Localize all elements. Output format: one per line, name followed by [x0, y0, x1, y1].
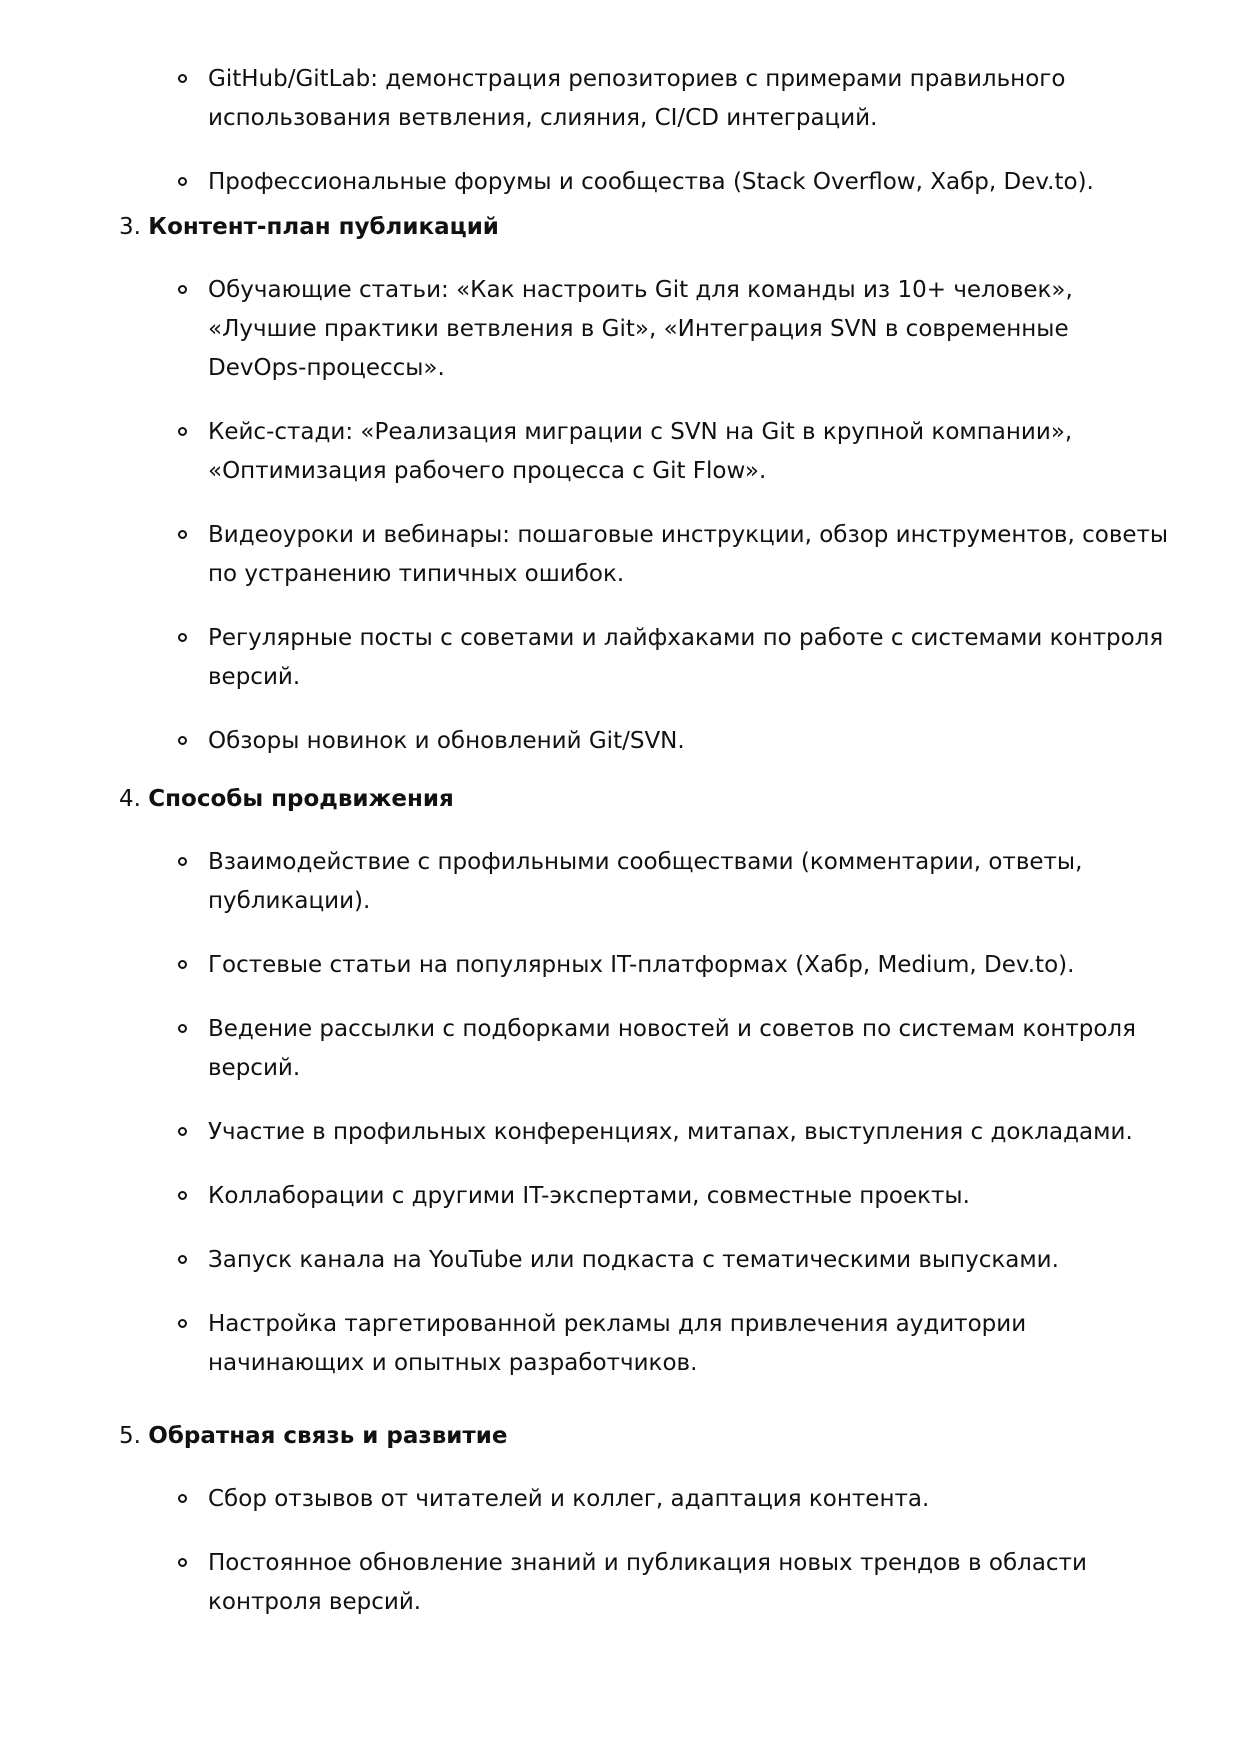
list-item: Регулярные посты с советами и лайфхаками по работе с системами контроля версий.: [0, 619, 1173, 697]
hollow-circle-bullet-icon: [178, 285, 187, 294]
hollow-circle-bullet-icon: [178, 1191, 187, 1200]
hollow-circle-bullet-icon: [178, 736, 187, 745]
list-item: Постоянное обновление знаний и публикация новых трендов в области контроля версий.: [0, 1544, 1173, 1622]
bullet-list-promotion: [0, 843, 1239, 1408]
list-item: Обзоры новинок и обновлений Git/SVN.: [0, 722, 1173, 761]
list-item: Кейс-стади: «Реализация миграции с SVN на Git в крупной компании», «Оптимизация рабочего процесса с Git Flow».: [0, 413, 1173, 491]
section-heading-content-plan: 3. Контент-план публикаций: [119, 214, 499, 240]
hollow-circle-bullet-icon: [178, 960, 187, 969]
list-item: Взаимодействие с профильными сообществами (комментарии, ответы, публикации).: [0, 843, 1173, 921]
hollow-circle-bullet-icon: [178, 857, 187, 866]
bullet-list-feedback: [0, 1480, 1239, 1647]
hollow-circle-bullet-icon: [178, 1319, 187, 1328]
list-item: Ведение рассылки с подборками новостей и советов по системам контроля версий.: [0, 1010, 1173, 1088]
list-item: Запуск канала на YouTube или подкаста с тематическими выпусками.: [0, 1241, 1173, 1280]
section-heading-promotion: 4. Способы продвижения: [119, 786, 454, 812]
list-item: GitHub/GitLab: демонстрация репозиториев с примерами правильного использования ветвления, слияния, CI/CD интеграций.: [0, 60, 1173, 138]
hollow-circle-bullet-icon: [178, 74, 187, 83]
list-item: Видеоуроки и вебинары: пошаговые инструкции, обзор инструментов, советы по устранению типичных ошибок.: [0, 516, 1173, 594]
list-item: Участие в профильных конференциях, митапах, выступления с докладами.: [0, 1113, 1173, 1152]
hollow-circle-bullet-icon: [178, 1558, 187, 1567]
bullet-list-sources: [0, 60, 1239, 227]
list-item: Профессиональные форумы и сообщества (Stack Overflow, Хабр, Dev.to).: [0, 163, 1173, 202]
hollow-circle-bullet-icon: [178, 1255, 187, 1264]
list-item: Сбор отзывов от читателей и коллег, адаптация контента.: [0, 1480, 1173, 1519]
list-item: Гостевые статьи на популярных IT-платформах (Хабр, Medium, Dev.to).: [0, 946, 1173, 985]
list-item: Настройка таргетированной рекламы для привлечения аудитории начинающих и опытных разработчиков.: [0, 1305, 1173, 1383]
hollow-circle-bullet-icon: [178, 633, 187, 642]
bullet-list-content-plan: [0, 271, 1239, 786]
hollow-circle-bullet-icon: [178, 177, 187, 186]
list-item: Коллаборации с другими IT-экспертами, совместные проекты.: [0, 1177, 1173, 1216]
section-heading-feedback: 5. Обратная связь и развитие: [119, 1423, 508, 1449]
hollow-circle-bullet-icon: [178, 1127, 187, 1136]
hollow-circle-bullet-icon: [178, 1494, 187, 1503]
list-item: Обучающие статьи: «Как настроить Git для команды из 10+ человек», «Лучшие практики ветвления в Git», «Интеграция SVN в современные DevOps-процессы».: [0, 271, 1173, 388]
hollow-circle-bullet-icon: [178, 530, 187, 539]
hollow-circle-bullet-icon: [178, 427, 187, 436]
hollow-circle-bullet-icon: [178, 1024, 187, 1033]
